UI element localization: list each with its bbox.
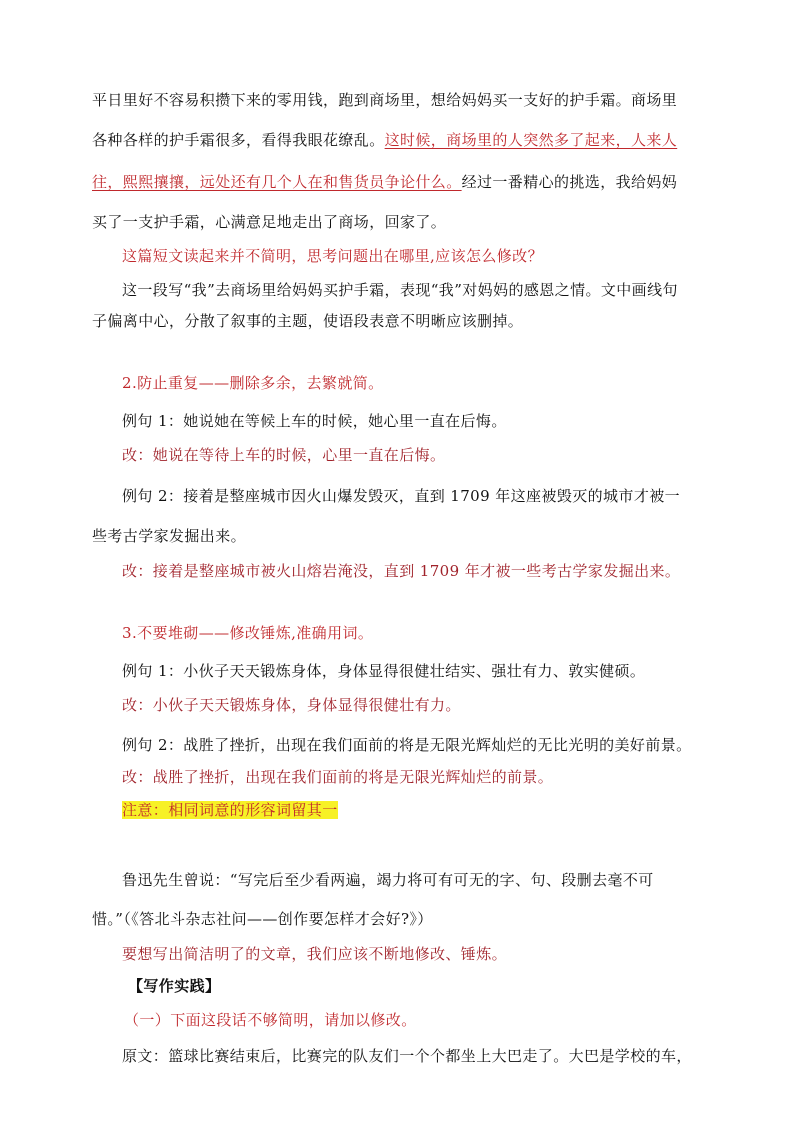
paragraph1-line1: 平日里好不容易积攒下来的零用钱，跑到商场里，想给妈妈买一支好的护手霜。商场里 — [92, 91, 678, 109]
section2-fix2: 改：接着是整座城市被火山熔岩淹没，直到 1709 年才被一些考古学家发掘出来。 — [122, 562, 681, 580]
practice-original: 原文：篮球比赛结束后，比赛完的队友们一个个都坐上大巴走了。大巴是学校的车， — [122, 1047, 692, 1065]
question-text: 这篇短文读起来并不简明，思考问题出在哪里,应该怎么修改？ — [122, 247, 543, 265]
section3-example1: 例句 1：小伙子天天锻炼身体，身体显得很健壮结实、强壮有力、敦实健硕。 — [122, 662, 646, 680]
section3-example2: 例句 2：战胜了挫折，出现在我们面前的将是无限光辉灿烂的无比光明的美好前景。 — [122, 736, 692, 754]
highlighted-note: 注意：相同词意的形容词留其一 — [122, 801, 338, 819]
practice-heading: 【写作实践】 — [128, 977, 221, 995]
section2-example2-line2: 些考古学家发掘出来。 — [92, 527, 247, 545]
section3-fix1: 改：小伙子天天锻炼身体，身体显得很健壮有力。 — [122, 696, 461, 714]
paragraph1-line2 — [92, 130, 704, 150]
irrelevant-sentence-part1: 这时候，商场里的人突然多了起来，人来人 — [384, 131, 678, 149]
irrelevant-sentence-part2: 往，熙熙攘攘，远处还有几个人在和售货员争论什么。 — [92, 173, 462, 191]
quote-line2: 惜。”（《答北斗杂志社问——创作要怎样才会好?》） — [92, 910, 433, 928]
section2-example1: 例句 1：她说她在等候上车的时候，她心里一直在后悔。 — [122, 412, 507, 430]
paragraph1-line4: 买了一支护手霜，心满意足地走出了商场，回家了。 — [92, 213, 447, 231]
conclusion-text: 要想写出简洁明了的文章，我们应该不断地修改、锤炼。 — [122, 945, 508, 963]
section3-fix2: 改：战胜了挫折，出现在我们面前的将是无限光辉灿烂的前景。 — [122, 768, 554, 786]
section3-note — [122, 800, 704, 820]
analysis-line2: 子偏离中心，分散了叙事的主题，使语段表意不明晰应该删掉。 — [92, 312, 524, 330]
paragraph1-line3 — [92, 172, 704, 192]
paragraph1-line2-plain: 各种各样的护手霜很多，看得我眼花缭乱。 — [92, 131, 385, 149]
practice-task: （一）下面这段话不够简明，请加以修改。 — [124, 1011, 417, 1029]
quote-line1: 鲁迅先生曾说：“写完后至少看两遍，竭力将可有可无的字、句、段删去毫不可 — [122, 871, 654, 889]
analysis-line1: 这一段写“我”去商场里给妈妈买护手霜，表现“我”对妈妈的感恩之情。文中画线句 — [122, 281, 678, 299]
section3-heading: 3.不要堆砌——修改锤炼,准确用词。 — [122, 624, 374, 642]
paragraph1-line3-plain: 经过一番精心的挑选，我给妈妈 — [461, 173, 678, 191]
section2-fix1: 改：她说在等待上车的时候，心里一直在后悔。 — [122, 446, 446, 464]
section2-example2-line1: 例句 2：接着是整座城市因火山爆发毁灭，直到 1709 年这座被毁灭的城市才被一 — [122, 487, 681, 505]
section2-heading: 2.防止重复——删除多余，去繁就简。 — [122, 374, 384, 392]
